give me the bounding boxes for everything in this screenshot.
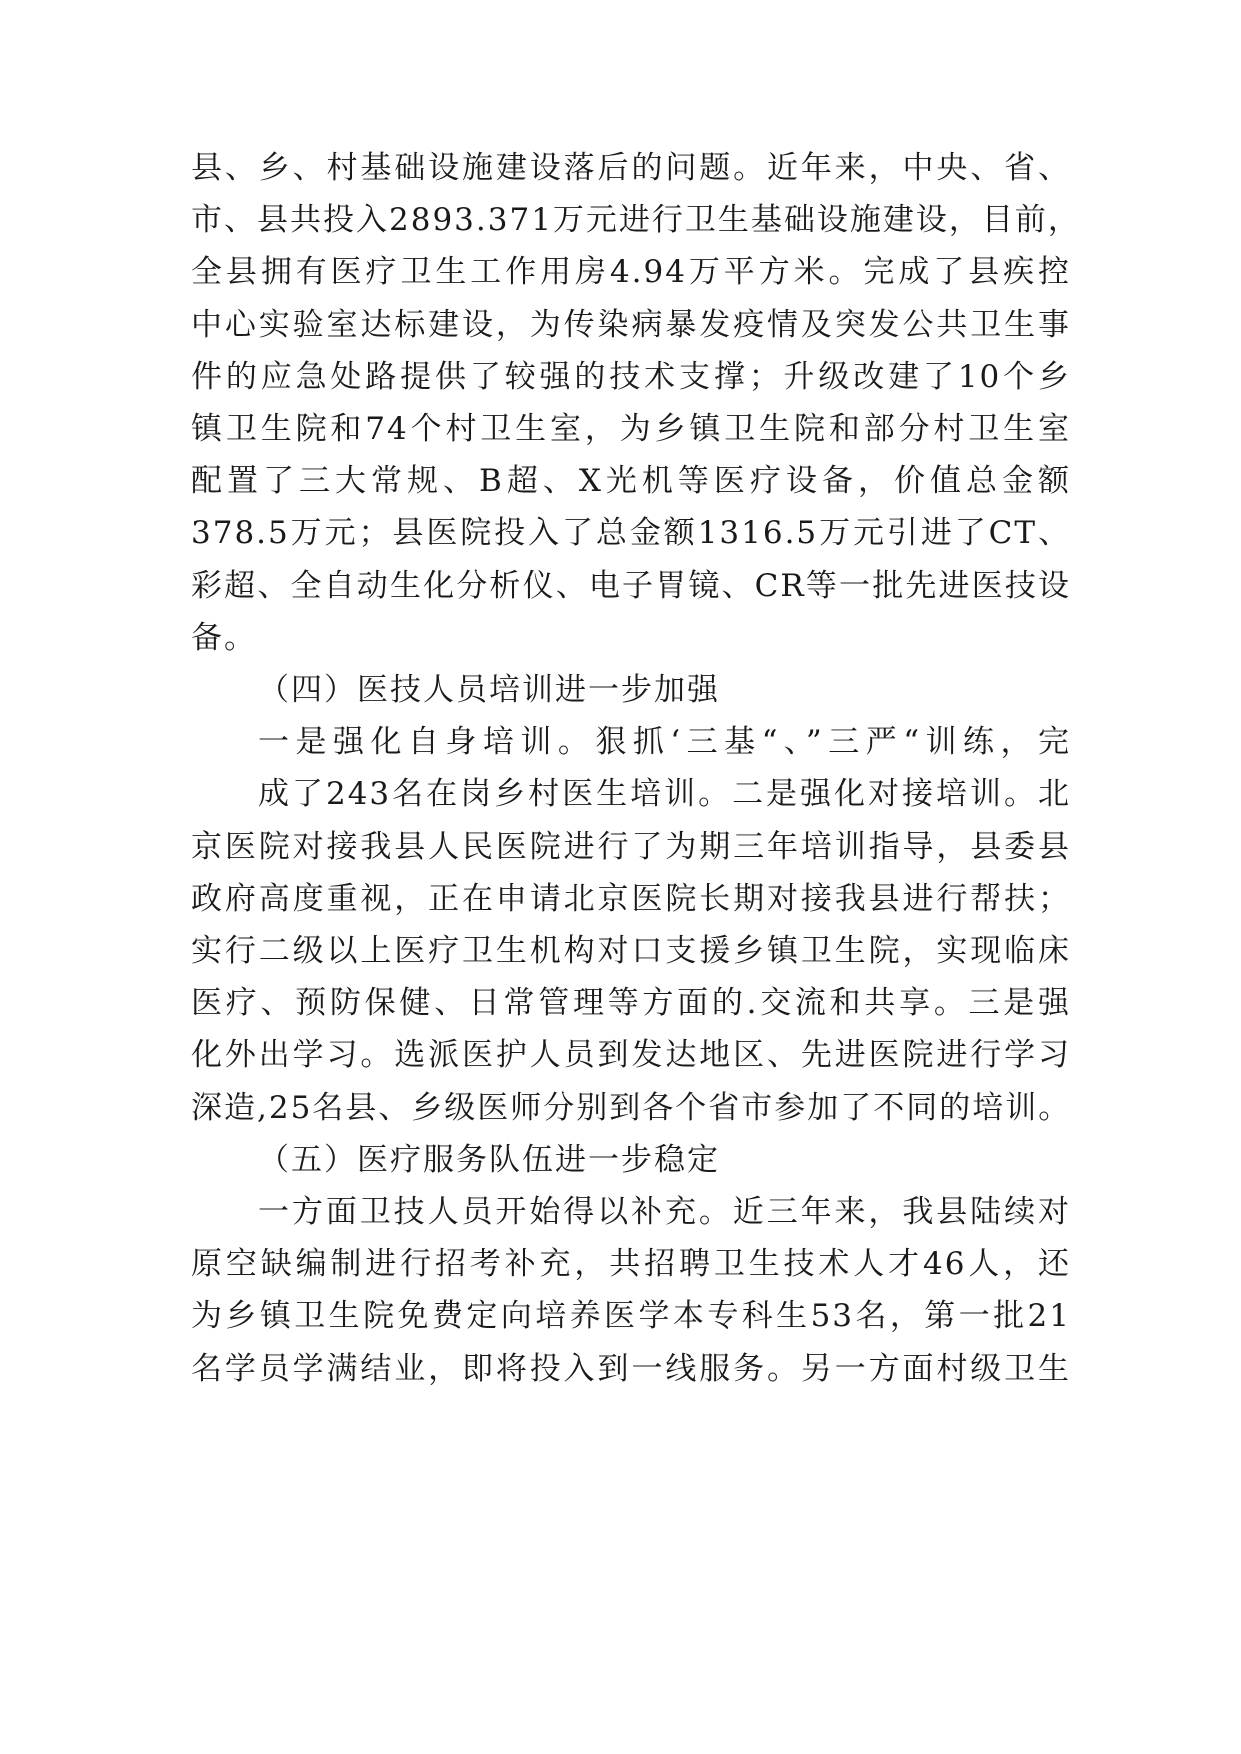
- text-line: 一方面卫技人员开始得以补充。近三年来，我县陆续对: [258, 1194, 1071, 1230]
- section-heading: （四）医技人员培训进一步加强: [258, 672, 720, 708]
- text-line: 为乡镇卫生院免费定向培养医学本专科生53名，第一批21: [191, 1298, 1071, 1334]
- text-line: 成了243名在岗乡村医生培训。二是强化对接培训。北: [258, 776, 1071, 812]
- text-line: 深造,25名县、乡级医师分别到各个省市参加了不同的培训。: [191, 1090, 1072, 1126]
- text-line: 一是强化自身培训。狠抓‘三基“、”三严“训练，完: [258, 724, 1071, 760]
- text-line: 医疗、预防保健、日常管理等方面的.交流和共享。三是强: [191, 985, 1071, 1021]
- text-line: 中心实验室达标建设，为传染病暴发疫情及突发公共卫生事: [191, 307, 1071, 343]
- text-line: 化外出学习。选派医护人员到发达地区、先进医院进行学习: [191, 1037, 1071, 1073]
- text-line: 镇卫生院和74个村卫生室，为乡镇卫生院和部分村卫生室: [191, 411, 1071, 447]
- text-line: 京医院对接我县人民医院进行了为期三年培训指导，县委县: [191, 829, 1071, 865]
- text-line: 名学员学满结业，即将投入到一线服务。另一方面村级卫生: [191, 1351, 1071, 1387]
- text-line: 378.5万元；县医院投入了总金额1316.5万元引进了CT、: [191, 515, 1071, 551]
- text-line: 配置了三大常规、B超、X光机等医疗设备，价值总金额: [191, 463, 1071, 499]
- text-line: 原空缺编制进行招考补充，共招聘卫生技术人才46人，还: [191, 1246, 1071, 1282]
- text-line: 件的应急处路提供了较强的技术支撑；升级改建了10个乡: [191, 359, 1071, 395]
- text-line: 市、县共投入2893.371万元进行卫生基础设施建设，目前，: [191, 202, 1081, 238]
- text-line: 全县拥有医疗卫生工作用房4.94万平方米。完成了县疾控: [191, 254, 1071, 290]
- section-heading: （五）医疗服务队伍进一步稳定: [258, 1142, 720, 1178]
- text-line: 彩超、全自动生化分析仪、电子胃镜、CR等一批先进医技设: [191, 568, 1071, 604]
- text-line: 县、乡、村基础设施建设落后的问题。近年来，中央、省、: [191, 150, 1071, 186]
- text-line: 备。: [191, 620, 257, 656]
- text-line: 实行二级以上医疗卫生机构对口支援乡镇卫生院，实现临床: [191, 933, 1071, 969]
- text-line: 政府高度重视，正在申请北京医院长期对接我县进行帮扶；: [191, 881, 1071, 917]
